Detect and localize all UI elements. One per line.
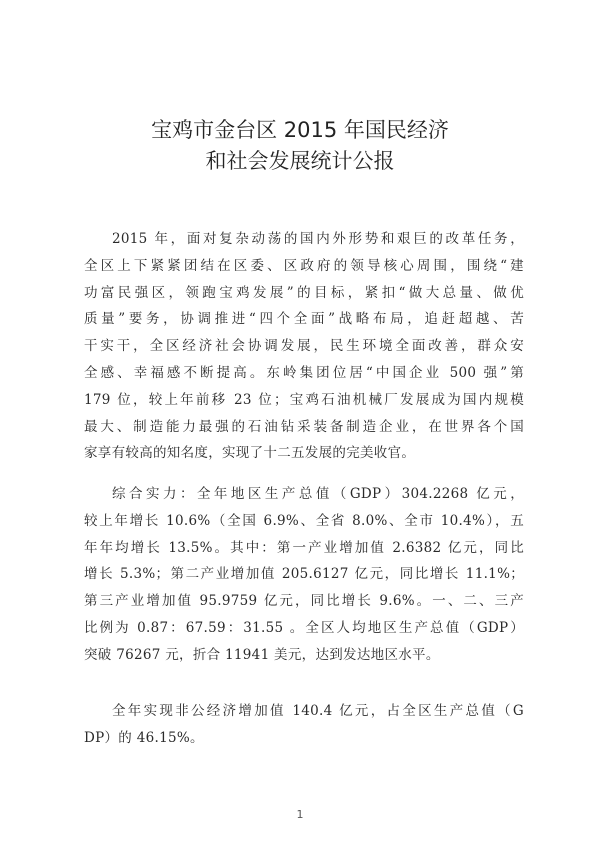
text-line: 质量”要务，协调推进“四个全面”战略布局，追赶超越、苦 — [84, 311, 524, 328]
text-line: 功富民强区，领跑宝鸡发展”的目标，紧扣“做大总量、做优 — [84, 284, 524, 301]
text-line: 较上年增长 10.6%（全国 6.9%、全省 8.0%、全市 10.4%），五 — [84, 512, 524, 529]
paragraph-overview — [84, 226, 524, 467]
paragraph-economic-strength — [84, 481, 524, 669]
text-line: DP）的 46.15%。 — [84, 729, 204, 746]
text-line: 突破 76267 元，折合 11941 美元，达到发达地区水平。 — [84, 646, 440, 663]
text-line: 全感、幸福感不断提高。东岭集团位居“中国企业 500 强”第 — [84, 364, 524, 381]
text-line: 全区上下紧紧团结在区委、区政府的领导核心周围，围绕“建 — [84, 257, 524, 274]
text-line: 最大、制造能力最强的石油钻采装备制造企业，在世界各个国 — [84, 418, 524, 435]
text-line: 年年均增长 13.5%。其中：第一产业增加值 2.6382 亿元，同比 — [84, 539, 524, 556]
text-line: 综合实力：全年地区生产总值（GDP）304.2268 亿元， — [112, 486, 524, 502]
document-title-line-2: 和社会发展统计公报 — [205, 149, 395, 173]
text-line: 增长 5.3%；第二产业增加值 205.6127 亿元，同比增长 11.1%； — [84, 566, 524, 583]
text-line: 比例为 0.87：67.59：31.55 。全区人均地区生产总值（GDP） — [84, 619, 524, 636]
text-line: 第三产业增加值 95.9759 亿元，同比增长 9.6%。一、二、三产 — [84, 593, 524, 610]
paragraph-non-public-economy — [84, 698, 524, 752]
text-line: 干实干，全区经济社会协调发展，民生环境全面改善，群众安 — [84, 338, 524, 355]
text-line: 2015 年，面对复杂动荡的国内外形势和艰巨的改革任务， — [112, 231, 524, 247]
page-number: 1 — [296, 808, 304, 821]
text-line: 179 位，较上年前移 23 位；宝鸡石油机械厂发展成为国内规模 — [84, 391, 524, 408]
text-line: 家享有较高的知名度，实现了十二五发展的完美收官。 — [84, 445, 416, 462]
text-line: 全年实现非公经济增加值 140.4 亿元，占全区生产总值（G — [112, 703, 524, 719]
document-title-line-1: 宝鸡市金台区 2015 年国民经济 — [151, 118, 449, 142]
